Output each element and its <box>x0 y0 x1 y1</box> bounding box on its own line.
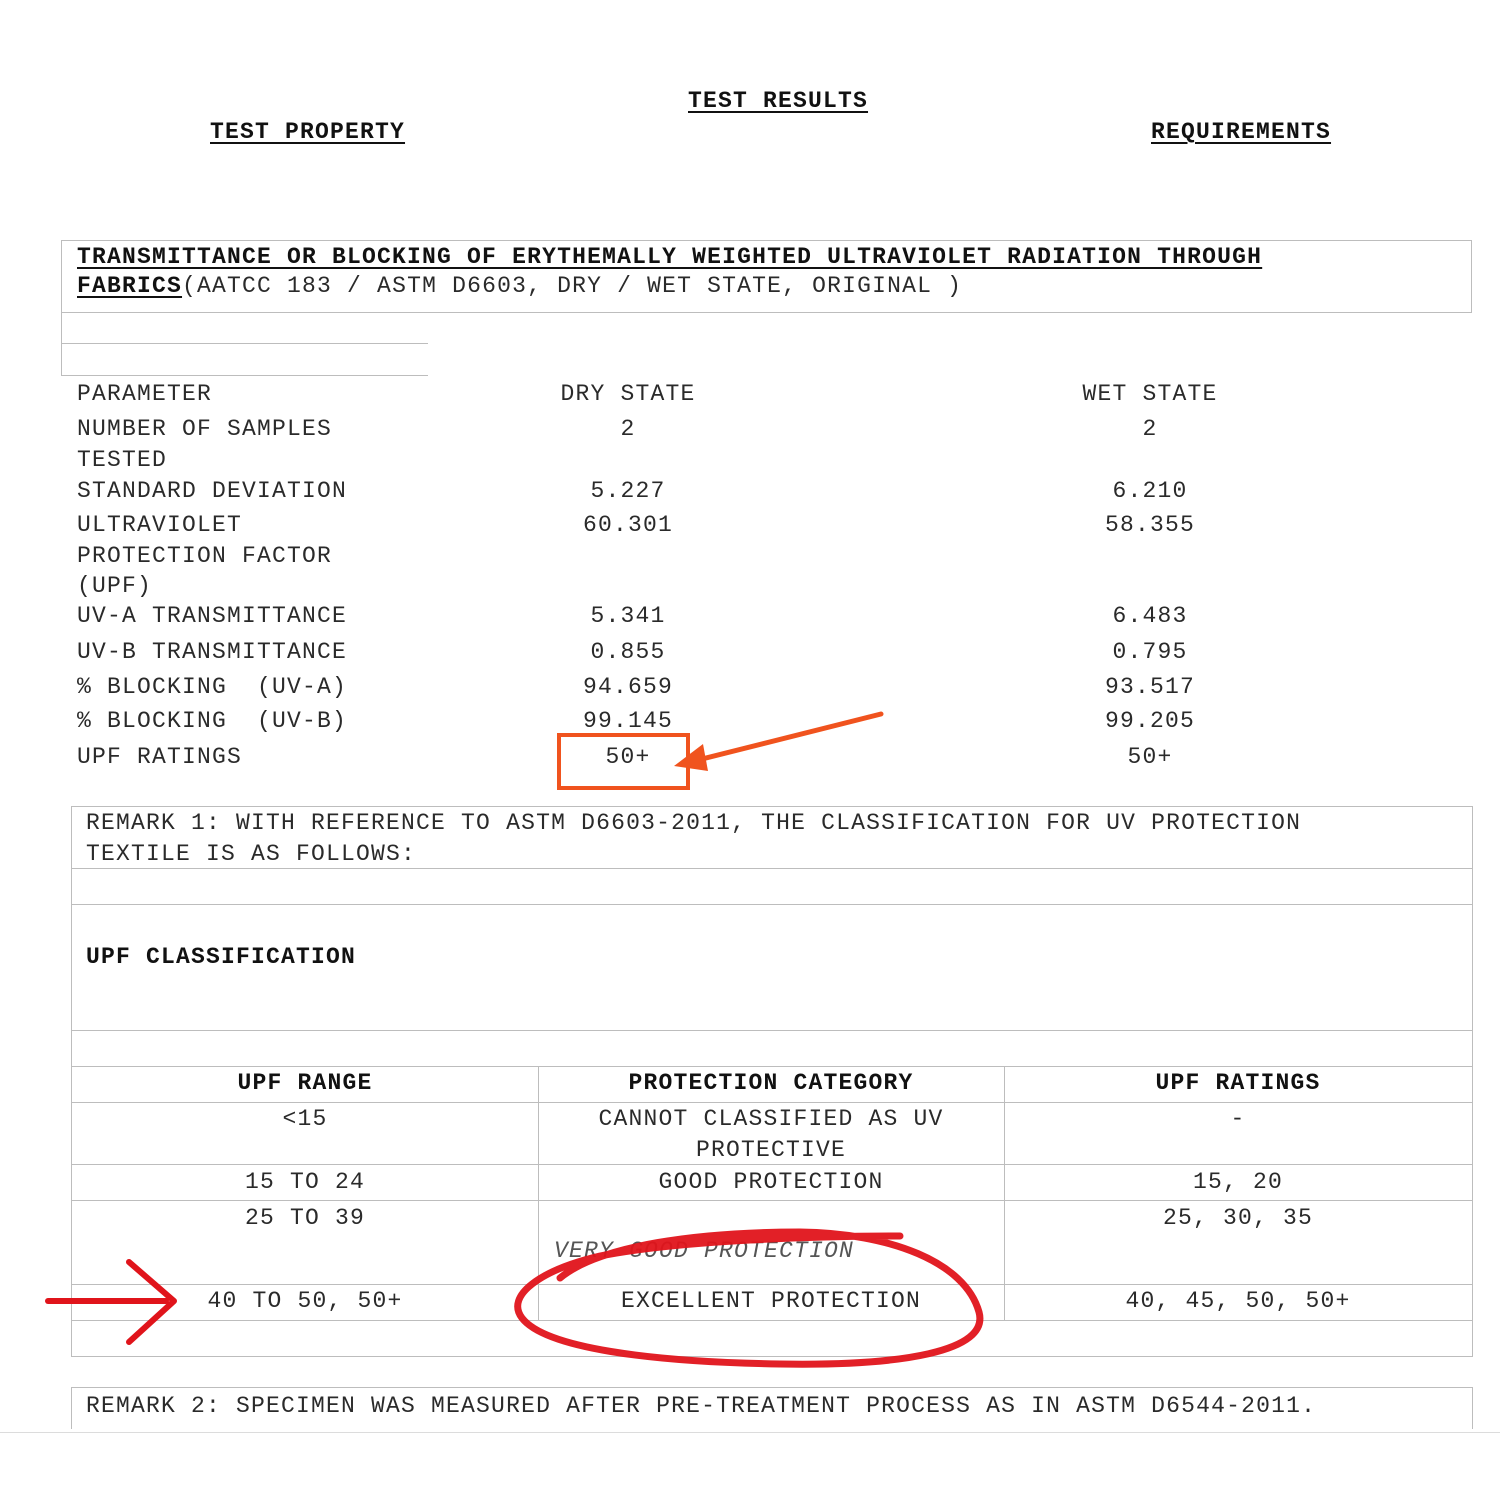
upf-ratings: 25, 30, 35 <box>1162 1205 1314 1231</box>
wet-value: 58.355 <box>1104 512 1196 538</box>
upf-range: <15 <box>282 1106 328 1132</box>
dry-upf-rating: 50+ <box>605 744 651 770</box>
upf-ratings: - <box>1230 1106 1246 1132</box>
protection-category: CANNOT CLASSIFIED AS UV <box>598 1106 944 1132</box>
protection-category: GOOD PROTECTION <box>658 1169 884 1195</box>
protection-category: PROTECTIVE <box>695 1137 847 1163</box>
param-label: % BLOCKING (UV-A) <box>77 674 348 700</box>
upf-classification-title: UPF CLASSIFICATION <box>86 944 357 970</box>
arrow-head-icon <box>674 744 708 771</box>
dry-value: 5.341 <box>590 603 666 629</box>
upf-range: 25 TO 39 <box>244 1205 366 1231</box>
param-label: UV-B TRANSMITTANCE <box>77 639 348 665</box>
test-title-method: (AATCC 183 / ASTM D6603, DRY / WET STATE, ORIGINAL ) <box>182 273 963 299</box>
param-label: % BLOCKING (UV-B) <box>77 708 348 734</box>
red-circle <box>518 1232 980 1364</box>
col-parameter: PARAMETER <box>77 381 213 407</box>
upf-range: 15 TO 24 <box>244 1169 366 1195</box>
protection-category: VERY GOOD PROTECTION <box>554 1238 855 1264</box>
col-upf-range: UPF RANGE <box>237 1070 373 1096</box>
col-dry-state: DRY STATE <box>560 381 696 407</box>
dry-value: 99.145 <box>582 708 674 734</box>
param-label: STANDARD DEVIATION <box>77 478 348 504</box>
param-label: PROTECTION FACTOR <box>77 543 333 569</box>
test-property-header: TEST PROPERTY <box>210 119 406 145</box>
col-wet-state: WET STATE <box>1082 381 1218 407</box>
wet-value: 2 <box>1142 416 1158 442</box>
wet-value: 6.210 <box>1112 478 1188 504</box>
col-upf-ratings: UPF RATINGS <box>1155 1070 1321 1096</box>
test-title-line1: TRANSMITTANCE OR BLOCKING OF ERYTHEMALLY WEIGHTED ULTRAVIOLET RADIATION THROUGH <box>77 244 1263 270</box>
wet-value: 99.205 <box>1104 708 1196 734</box>
remark-1-line1: REMARK 1: WITH REFERENCE TO ASTM D6603-2011, THE CLASSIFICATION FOR UV PROTECTION <box>86 810 1302 836</box>
upf-ratings: 40, 45, 50, 50+ <box>1125 1288 1351 1314</box>
dry-value: 2 <box>620 416 636 442</box>
param-label: NUMBER OF SAMPLES <box>77 416 333 442</box>
wet-value: 93.517 <box>1104 674 1196 700</box>
dry-value: 60.301 <box>582 512 674 538</box>
arrow-shaft <box>682 714 881 764</box>
dry-value: 94.659 <box>582 674 674 700</box>
param-label: TESTED <box>77 447 168 473</box>
upf-ratings: 15, 20 <box>1192 1169 1284 1195</box>
wet-upf-rating: 50+ <box>1127 744 1173 770</box>
upf-range-highlighted: 40 TO 50, 50+ <box>207 1288 403 1314</box>
wet-value: 0.795 <box>1112 639 1188 665</box>
requirements-header: REQUIREMENTS <box>1151 119 1332 145</box>
param-label: (UPF) <box>77 573 153 599</box>
protection-category-highlighted: EXCELLENT PROTECTION <box>620 1288 922 1314</box>
param-label: UPF RATINGS <box>77 744 243 770</box>
dry-value: 0.855 <box>590 639 666 665</box>
test-title-fabrics: FABRICS <box>77 273 183 299</box>
param-label: ULTRAVIOLET <box>77 512 243 538</box>
wet-value: 6.483 <box>1112 603 1188 629</box>
dry-value: 5.227 <box>590 478 666 504</box>
remark-2: REMARK 2: SPECIMEN WAS MEASURED AFTER PRE-TREATMENT PROCESS AS IN ASTM D6544-2011. <box>86 1393 1317 1419</box>
remark-1-line2: TEXTILE IS AS FOLLOWS: <box>86 841 417 867</box>
col-protection-category: PROTECTION CATEGORY <box>628 1070 914 1096</box>
param-label: UV-A TRANSMITTANCE <box>77 603 348 629</box>
test-results-header: TEST RESULTS <box>688 88 869 114</box>
highlight-box <box>559 735 688 788</box>
